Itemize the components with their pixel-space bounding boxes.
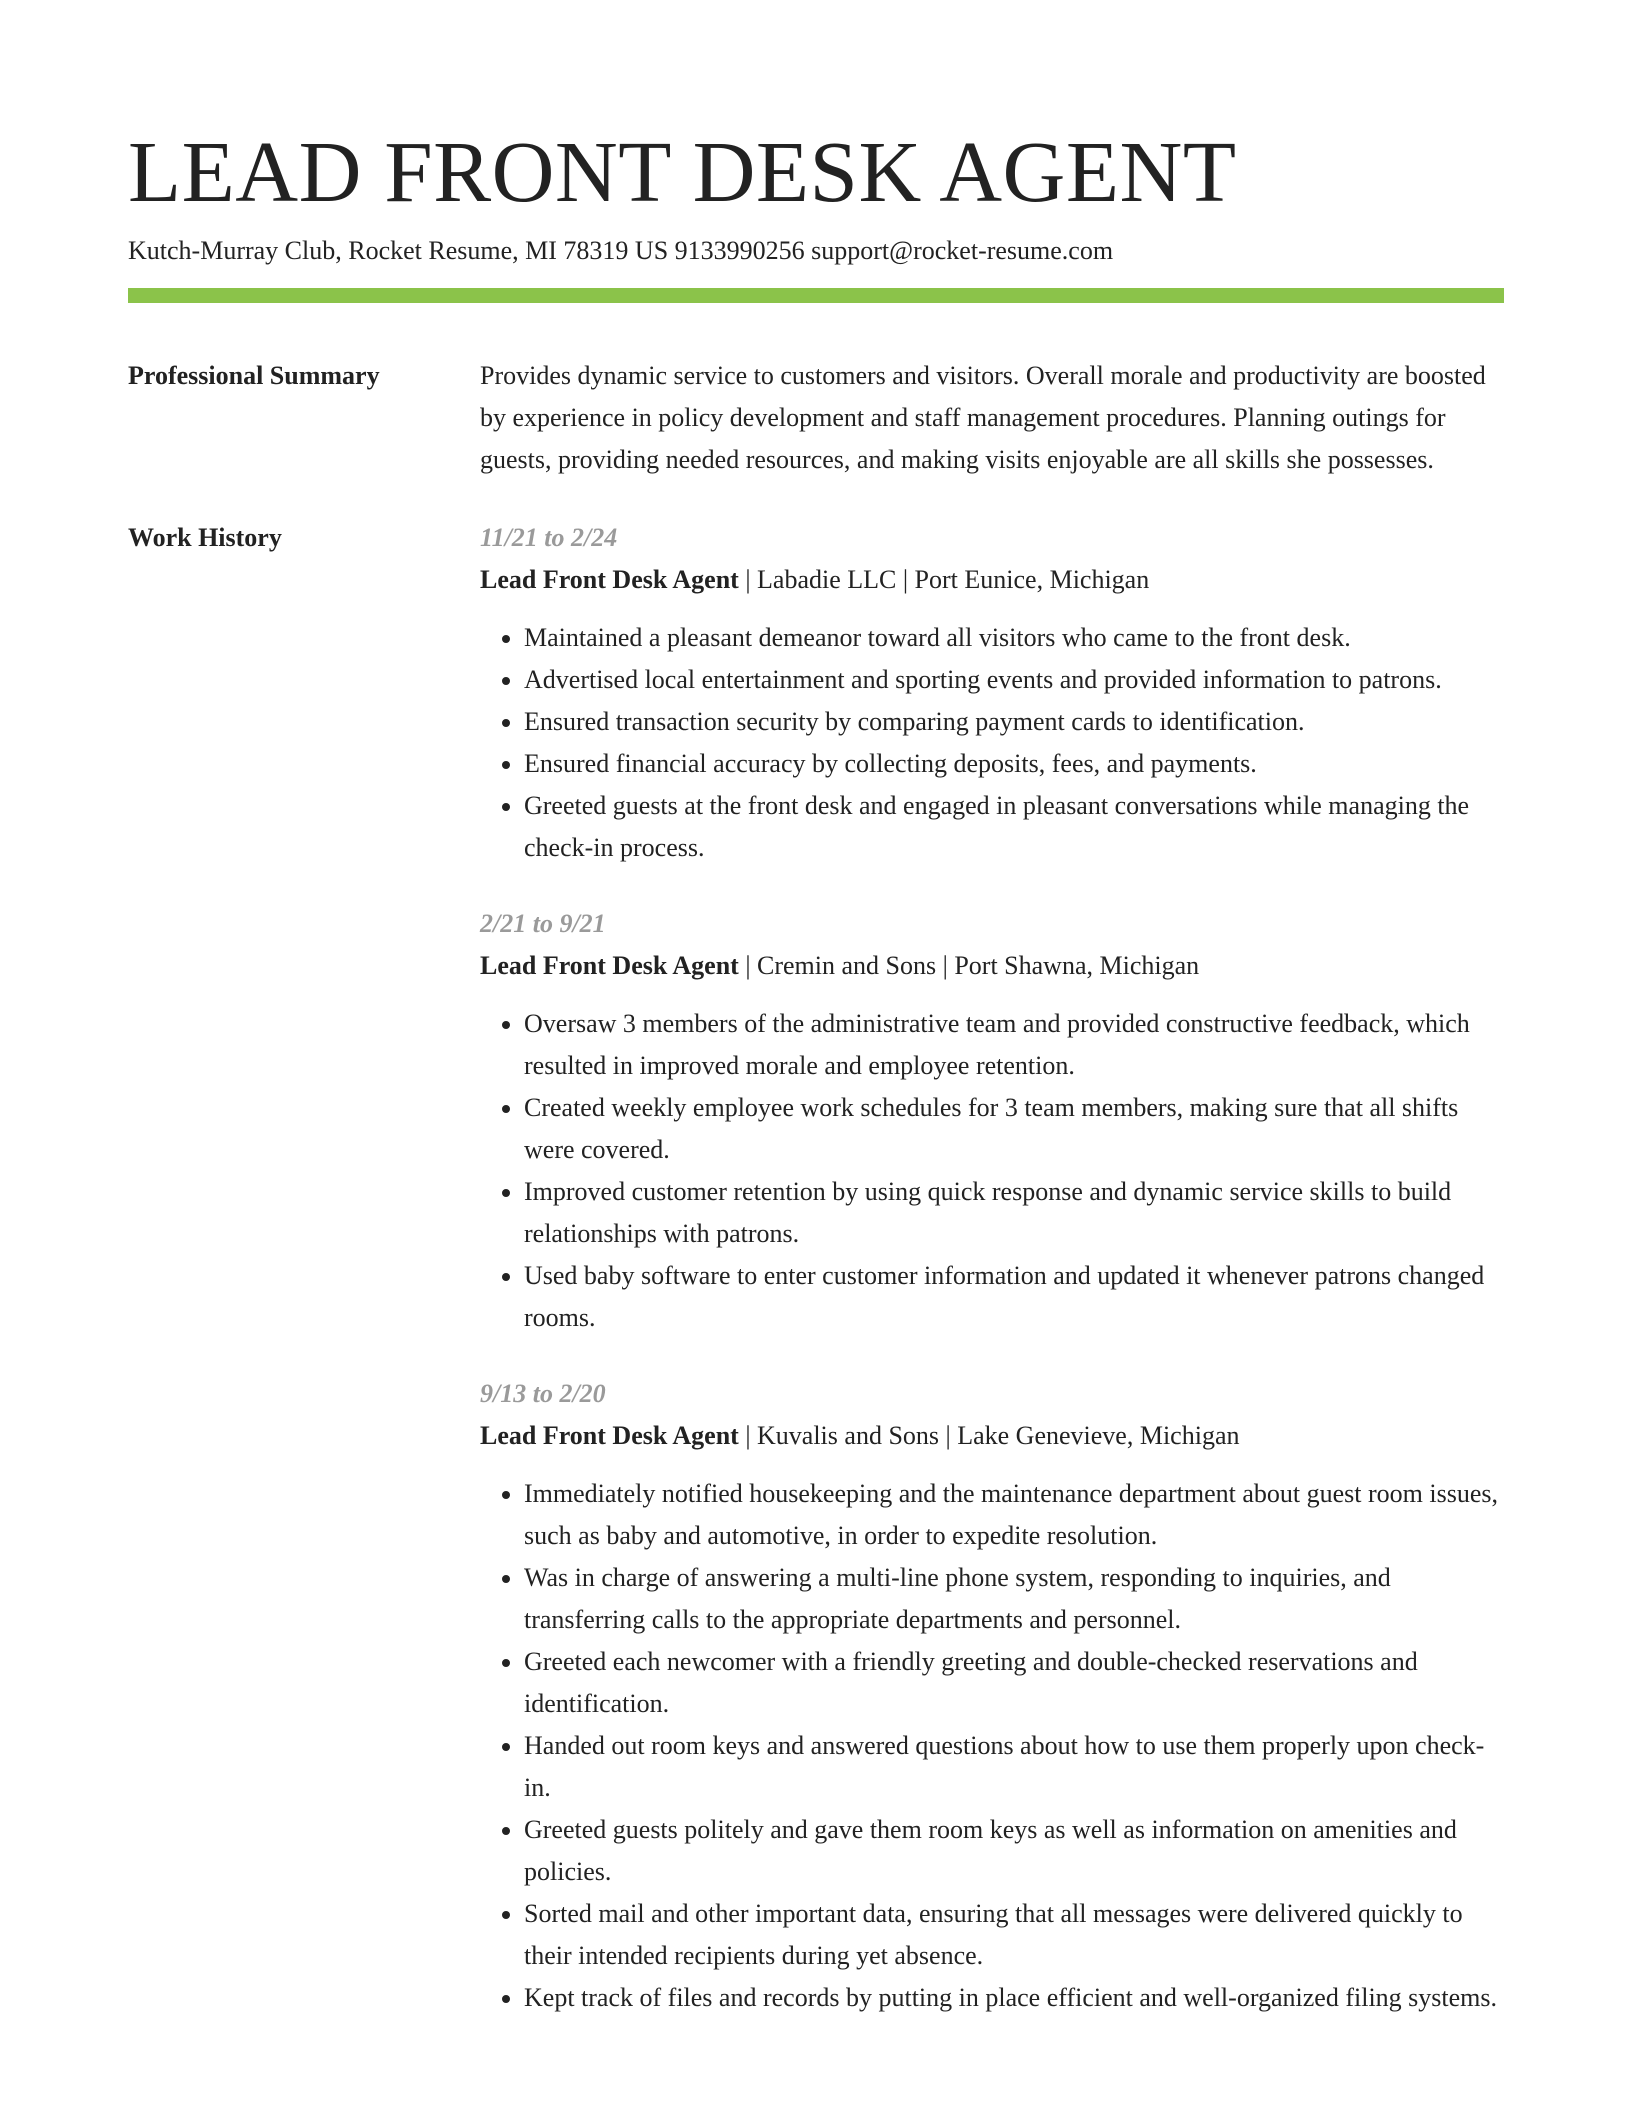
- job-list: [480, 517, 1504, 2053]
- work-history-section: [128, 517, 1504, 2053]
- job-entry: [480, 903, 1504, 1339]
- job-dates: 9/13 to 2/20: [480, 1379, 606, 1408]
- job-employer-location: | Cremin and Sons | Port Shawna, Michigan: [738, 951, 1200, 980]
- job-title: Lead Front Desk Agent: [480, 951, 739, 980]
- section-label: Professional Summary: [128, 361, 380, 390]
- job-bullet: • Created weekly employee work schedules for 3 team members, making sure that all shifts were covered.: [524, 1087, 1504, 1171]
- job-bullet: • Sorted mail and other important data, ensuring that all messages were delivered quickly to their intended recipients during yet absence.: [524, 1893, 1504, 1977]
- job-bullet: • Advertised local entertainment and sporting events and provided information to patrons.: [524, 659, 1504, 701]
- resume-title: LEAD FRONT DESK AGENT: [128, 123, 1237, 220]
- job-dates: 11/21 to 2/24: [480, 523, 618, 552]
- job-title: Lead Front Desk Agent: [480, 565, 739, 594]
- job-employer-location: | Kuvalis and Sons | Lake Genevieve, Michigan: [738, 1421, 1240, 1450]
- section-label: Work History: [128, 523, 282, 552]
- accent-divider: [128, 288, 1504, 303]
- job-bullet: • Maintained a pleasant demeanor toward all visitors who came to the front desk.: [524, 617, 1504, 659]
- job-bullet: • Greeted each newcomer with a friendly greeting and double-checked reservations and identification.: [524, 1641, 1504, 1725]
- job-employer-location: | Labadie LLC | Port Eunice, Michigan: [738, 565, 1150, 594]
- job-bullet: • Greeted guests at the front desk and engaged in pleasant conversations while managing the check-in process.: [524, 785, 1504, 869]
- job-bullet: • Improved customer retention by using quick response and dynamic service skills to build relationships with patrons.: [524, 1171, 1504, 1255]
- resume-page: [128, 0, 1504, 2053]
- job-bullet: • Was in charge of answering a multi-line phone system, responding to inquiries, and transferring calls to the appropriate departments and personnel.: [524, 1557, 1504, 1641]
- job-bullet: • Kept track of files and records by putting in place efficient and well-organized filing systems.: [524, 1977, 1504, 2019]
- job-heading: [480, 945, 1504, 987]
- job-bullets: [480, 1003, 1504, 1339]
- professional-summary-section: [128, 355, 1504, 481]
- job-bullet: • Oversaw 3 members of the administrative team and provided constructive feedback, which resulted in improved morale and employee retention.: [524, 1003, 1504, 1087]
- job-title: Lead Front Desk Agent: [480, 1421, 739, 1450]
- job-entry: [480, 517, 1504, 869]
- job-bullet: • Ensured financial accuracy by collecting deposits, fees, and payments.: [524, 743, 1504, 785]
- job-entry: [480, 1373, 1504, 2019]
- job-bullet: • Immediately notified housekeeping and the maintenance department about guest room issues, such as baby and automotive, in order to expedite resolution.: [524, 1473, 1504, 1557]
- summary-text: Provides dynamic service to customers and visitors. Overall morale and productivity are boosted by experience in policy development and staff management procedures. Planning outings for guests, providing needed resources, and making visits enjoyable are all skills she possesses.: [480, 361, 1486, 474]
- job-bullet: • Ensured transaction security by comparing payment cards to identification.: [524, 701, 1504, 743]
- job-dates: 2/21 to 9/21: [480, 909, 606, 938]
- job-bullet: • Handed out room keys and answered questions about how to use them properly upon check-in.: [524, 1725, 1504, 1809]
- job-bullets: [480, 1473, 1504, 2019]
- job-heading: [480, 1415, 1504, 1457]
- job-heading: [480, 559, 1504, 601]
- job-bullet: • Greeted guests politely and gave them room keys as well as information on amenities and policies.: [524, 1809, 1504, 1893]
- contact-line: Kutch-Murray Club, Rocket Resume, MI 78319 US 9133990256 support@rocket-resume.com: [128, 236, 1114, 265]
- job-bullets: [480, 617, 1504, 869]
- job-bullet: • Used baby software to enter customer information and updated it whenever patrons changed rooms.: [524, 1255, 1504, 1339]
